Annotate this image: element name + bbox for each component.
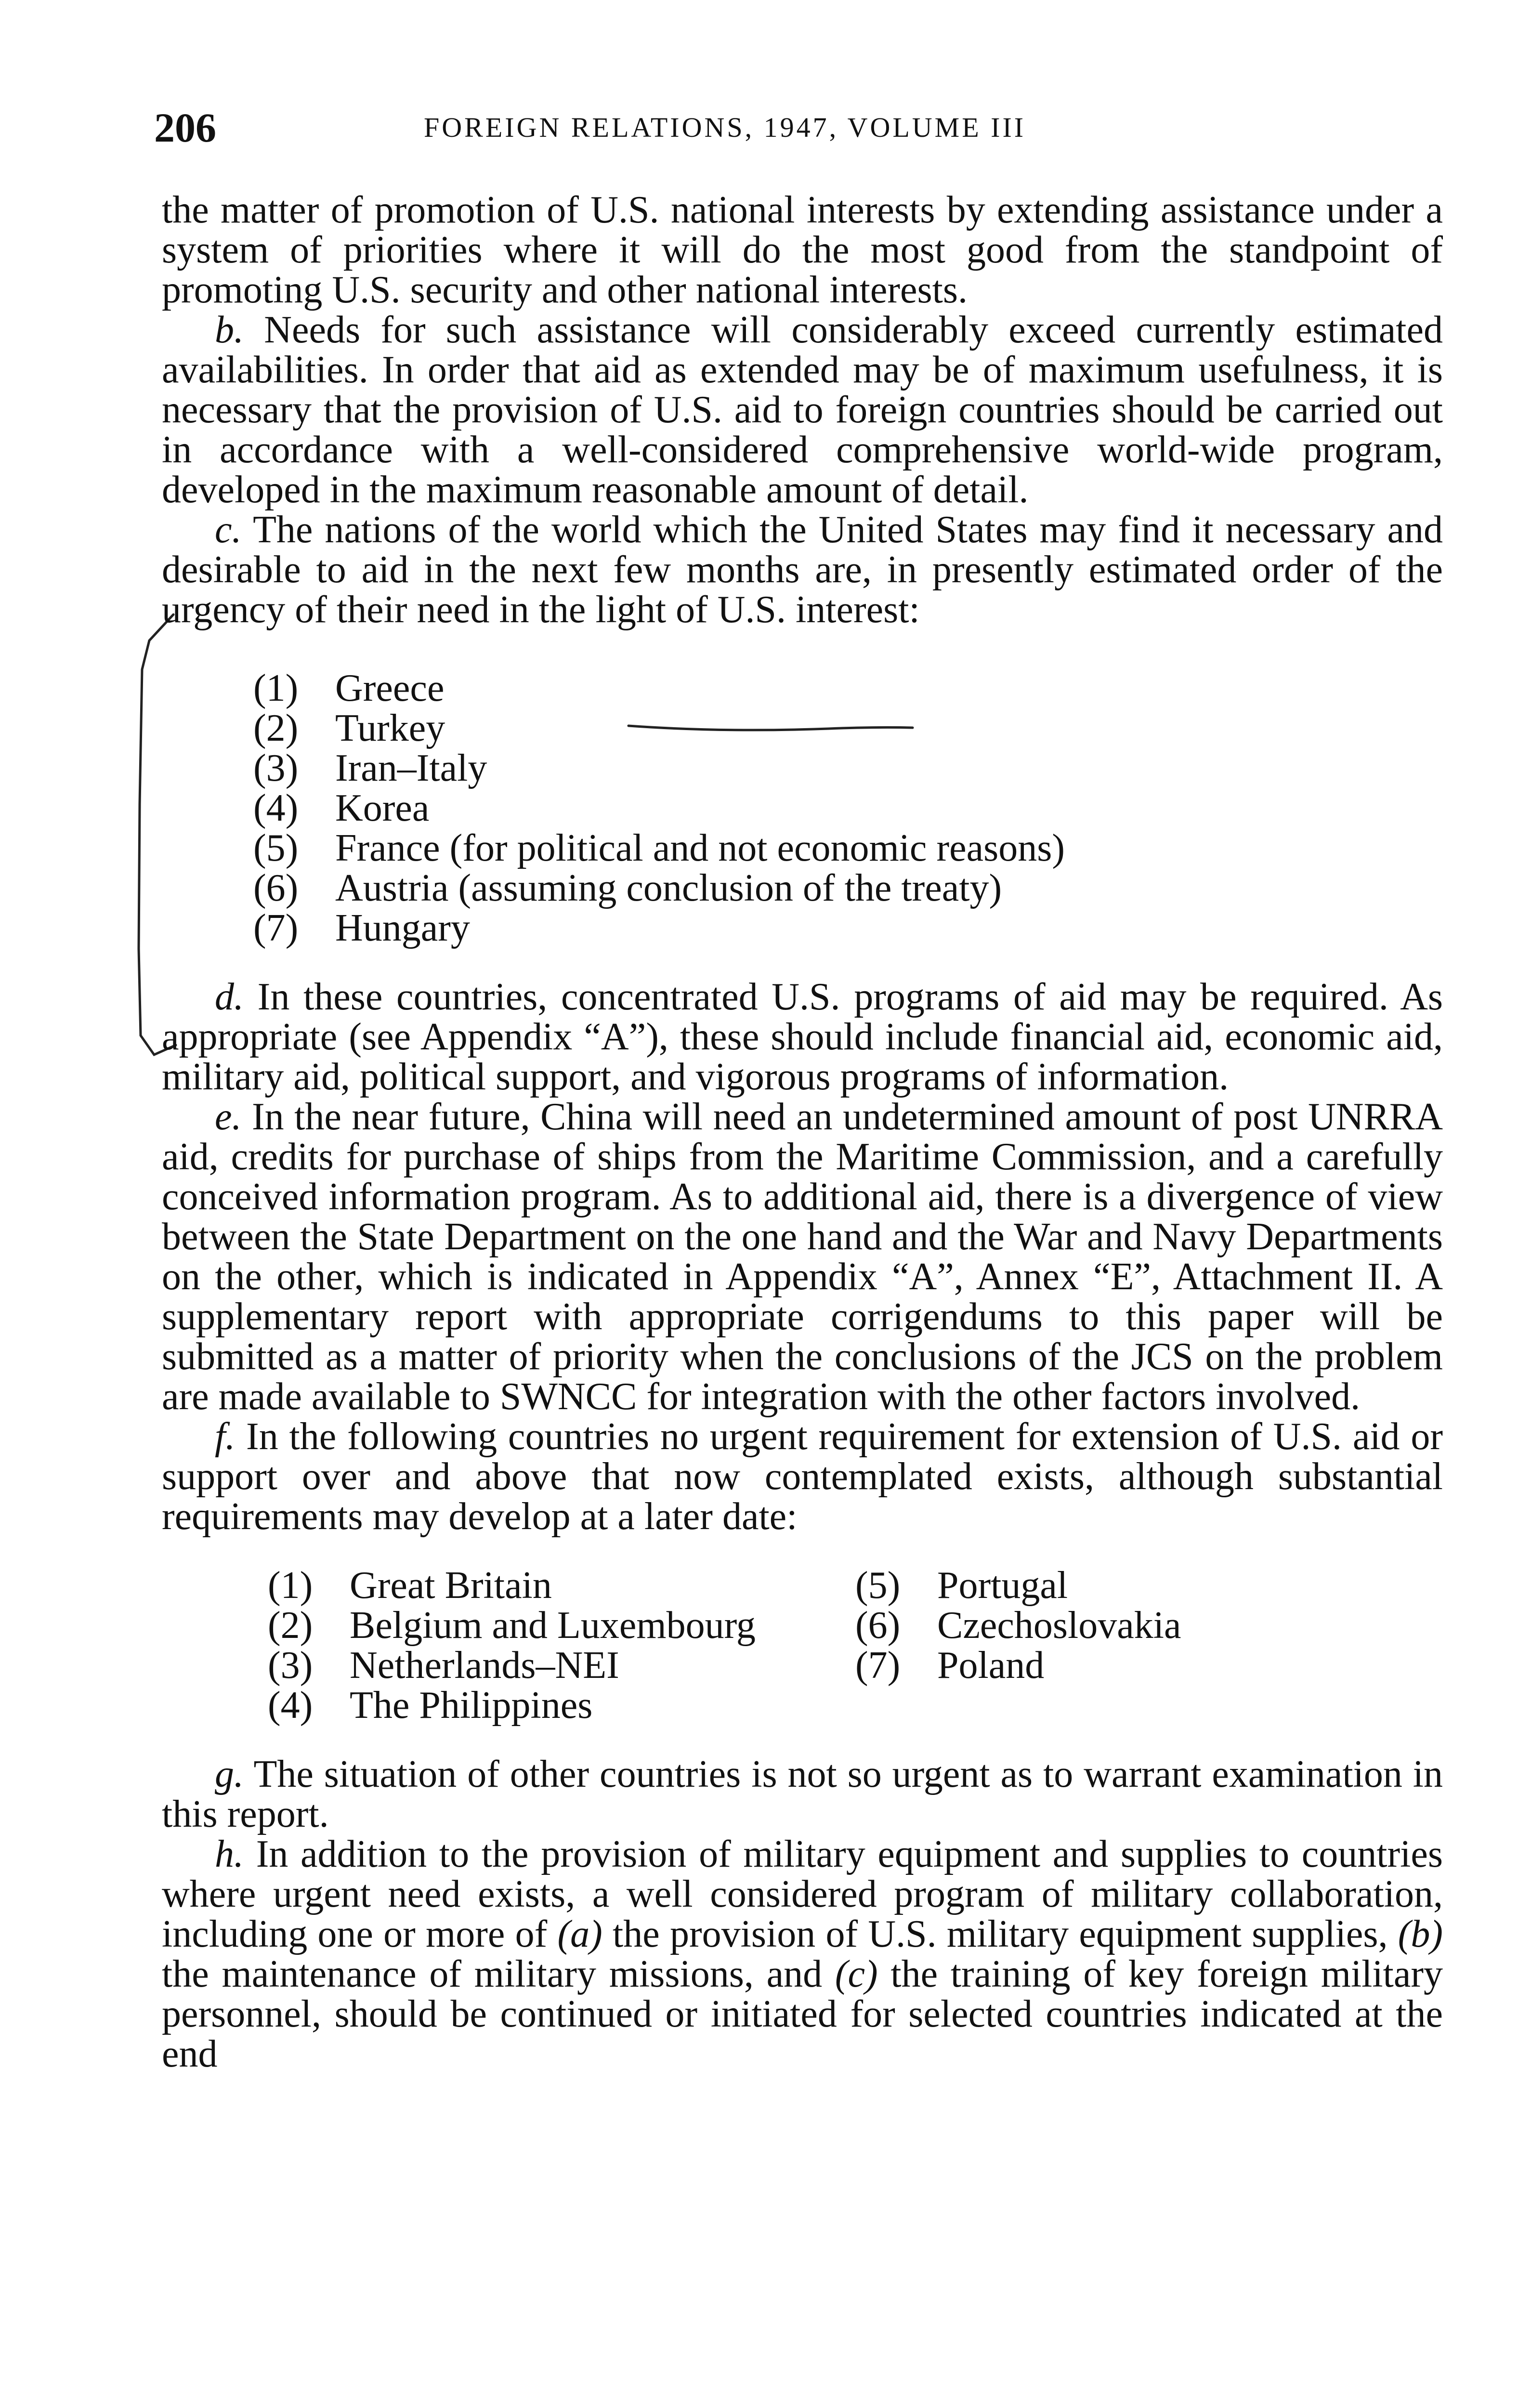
list-item	[855, 1646, 1443, 1686]
list-item	[855, 1566, 1443, 1606]
paragraph-g	[162, 1754, 1443, 1834]
paragraph-h	[162, 1834, 1443, 2074]
list-column-left	[268, 1566, 855, 1726]
paragraph-e-letter: e.	[215, 1096, 242, 1138]
paragraph-intro	[162, 190, 1443, 310]
list-item	[855, 1606, 1443, 1646]
paragraph-e-text: In the near future, China will need an undetermined amount of post UNRRA aid, credits for purchase of ships from the Maritime Commission, and a carefully conceived information program. As to additional aid, there is a divergence of view between the State Department on the one hand and the War and Navy Departments on the other, which is indicated in Appendix “A”, Annex “E”, Attachment II. A supplementary report with appropriate corrigendums to this paper will be submitted as a matter of priority when the conclusions of the JCS on the problem are made available to SWNCC for integration with the other factors involved.	[162, 1096, 1443, 1418]
list-item-text: Poland	[937, 1644, 1045, 1687]
paragraph-b-letter: b.	[215, 309, 244, 351]
list-item-number: (5)	[855, 1564, 901, 1607]
paragraph-c-underlined: urgency of	[162, 589, 327, 631]
list-item-text: Great Britain	[350, 1564, 552, 1607]
paragraph-h-text-4: the training of key foreign military personnel, should be continued or initiated for selected countries indicated at the end	[162, 1953, 1443, 2075]
list-item-text: Korea	[335, 787, 430, 829]
paragraph-g-letter: g.	[215, 1753, 244, 1795]
list-item-text: Portugal	[937, 1564, 1068, 1607]
list-item-text: The Philippines	[350, 1684, 593, 1727]
paragraph-h-item-c: (c)	[835, 1953, 878, 1995]
list-item-number: (3)	[268, 1644, 313, 1687]
list-item	[253, 708, 1443, 748]
list-item-number: (6)	[855, 1604, 901, 1647]
list-column-right-items	[855, 1566, 1443, 1686]
paragraph-f-letter: f.	[215, 1415, 236, 1458]
paragraph-h-text-1: In addition to the provision of military equipment and supplies to countries where urgent need exists, a well considered program of military collaboration, including one or more of	[162, 1833, 1443, 1955]
list-item-number: (1)	[253, 667, 299, 709]
list-item-text: Greece	[335, 667, 445, 709]
list-item-number: (4)	[268, 1684, 313, 1727]
list-item-text: Belgium and Luxembourg	[350, 1604, 756, 1647]
priority-list	[253, 668, 1443, 948]
list-item	[253, 668, 1443, 708]
list-item-number: (3)	[253, 747, 299, 789]
paragraph-f	[162, 1417, 1443, 1537]
running-head: FOREIGN RELATIONS, 1947, VOLUME III	[424, 112, 1026, 143]
paragraph-h-text-2: the provision of U.S. military equipment supplies,	[613, 1913, 1388, 1955]
list-item-number: (6)	[253, 867, 299, 909]
list-column-right	[855, 1566, 1443, 1726]
paragraph-d-letter: d.	[215, 976, 244, 1018]
list-item-number: (7)	[855, 1644, 901, 1687]
list-item-text: France (for political and not economic reasons)	[335, 827, 1065, 869]
list-item	[268, 1646, 855, 1686]
list-column-left-items	[268, 1566, 855, 1726]
list-item	[253, 748, 1443, 788]
paragraph-d	[162, 977, 1443, 1097]
paragraph-e	[162, 1097, 1443, 1417]
paragraph-h-item-b: (b)	[1398, 1913, 1443, 1955]
paragraph-b	[162, 310, 1443, 510]
paragraph-h-letter: h.	[215, 1833, 244, 1875]
paragraph-d-text: In these countries, concentrated U.S. programs of aid may be required. As appropriate (see Appendix “A”), these should include financial aid, economic aid, military aid, political support, and vigorous programs of information.	[162, 976, 1443, 1098]
list-item-number: (4)	[253, 787, 299, 829]
body-text	[162, 190, 1443, 2074]
paragraph-c-letter: c.	[215, 509, 242, 551]
list-item-text: Netherlands–NEI	[350, 1644, 619, 1687]
paragraph-intro-text: the matter of promotion of U.S. national interests by extending assistance under a system of priorities where it will do the most good from the standpoint of promoting U.S. security and other national interests.	[162, 189, 1443, 311]
paragraph-c-text-after: their need in the light of U.S. interest:	[336, 589, 920, 631]
list-item-text: Turkey	[335, 707, 445, 749]
paragraph-b-text: Needs for such assistance will considerably exceed currently estimated availabilities. In order that aid as extended may be of maximum usefulness, it is necessary that the provision of U.S. aid to foreign countries should be carried out in accordance with a well-considered comprehensive world-wide program, developed in the maximum reasonable amount of detail.	[162, 309, 1443, 511]
list-item-number: (2)	[268, 1604, 313, 1647]
paragraph-c	[162, 510, 1443, 630]
list-item-text: Iran–Italy	[335, 747, 487, 789]
list-item-number: (2)	[253, 707, 299, 749]
list-item	[253, 868, 1443, 908]
list-item-text: Hungary	[335, 907, 470, 949]
paragraph-h-item-a: (a)	[557, 1913, 602, 1955]
paragraph-h-text-3: the maintenance of military missions, and	[162, 1953, 823, 1995]
list-item	[268, 1566, 855, 1606]
list-item	[253, 828, 1443, 868]
list-item	[253, 908, 1443, 948]
list-item-text: Czechoslovakia	[937, 1604, 1181, 1647]
paragraph-f-text: In the following countries no urgent requirement for extension of U.S. aid or support over and above that now contemplated exists, although substantial requirements may develop at a later date:	[162, 1415, 1443, 1538]
list-item-text: Austria (assuming conclusion of the treaty)	[335, 867, 1002, 909]
list-item-number: (1)	[268, 1564, 313, 1607]
page-number: 206	[154, 105, 216, 151]
list-item-number: (5)	[253, 827, 299, 869]
paragraph-c-text-before: The nations of the world which the United States may find it necessary and desirable to aid in the next few months are, in presently estimated order of the	[162, 509, 1443, 591]
list-item	[268, 1686, 855, 1726]
list-item	[253, 788, 1443, 828]
non-urgent-country-list	[268, 1566, 1443, 1726]
page-header	[154, 104, 1454, 161]
paragraph-g-text: The situation of other countries is not so urgent as to warrant examination in this report.	[162, 1753, 1443, 1835]
list-item	[268, 1606, 855, 1646]
list-item-number: (7)	[253, 907, 299, 949]
